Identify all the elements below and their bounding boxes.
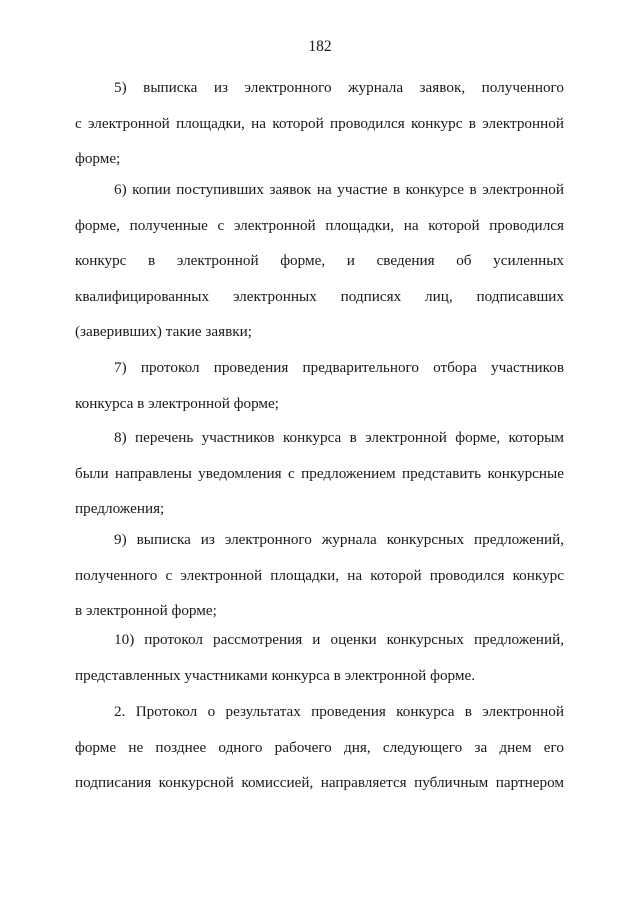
text-line: 2. Протокол о результатах проведения конкурса в электронной (114, 703, 564, 720)
text-line: форме; (75, 150, 121, 168)
paragraph-item-10 (75, 622, 564, 693)
text-line: предложения; (75, 500, 165, 518)
text-line: квалифицированных электронных подписях лиц, подписавших (75, 287, 564, 305)
text-line: 9) выписка из электронного журнала конкурсных предложений, (114, 531, 564, 548)
text-line: с электронной площадки, на которой проводился конкурс в электронной (75, 114, 564, 132)
text-line: форме не позднее одного рабочего дня, следующего за днем его (75, 738, 564, 756)
text-line: (заверивших) такие заявки; (75, 323, 253, 341)
paragraph-item-8 (75, 420, 564, 527)
page-number: 182 (308, 38, 332, 55)
text-line: подписания конкурсной комиссией, направляется публичным партнером (75, 774, 564, 792)
text-line: были направлены уведомления с предложением представить конкурсные (75, 464, 564, 482)
text-line: форме, полученные с электронной площадки, на которой проводился (75, 216, 564, 234)
text-line: 8) перечень участников конкурса в электронной форме, которым (114, 429, 564, 446)
paragraph-item-5 (75, 70, 564, 177)
text-line: 10) протокол рассмотрения и оценки конкурсных предложений, (114, 631, 564, 648)
text-line: представленных участниками конкурса в электронной форме. (75, 666, 476, 684)
text-line: в электронной форме; (75, 602, 217, 620)
paragraph-item-7 (75, 350, 564, 421)
text-line: 5) выписка из электронного журнала заявок, полученного (114, 79, 564, 96)
text-line: 6) копии поступивших заявок на участие в конкурсе в электронной (114, 181, 564, 198)
text-line: 7) протокол проведения предварительного отбора участников (114, 359, 564, 376)
text-line: конкурса в электронной форме; (75, 394, 280, 412)
paragraph-item-6 (75, 172, 564, 350)
text-line: конкурс в электронной форме, и сведения об усиленных (75, 252, 564, 270)
text-line: полученного с электронной площадки, на которой проводился конкурс (75, 566, 564, 584)
paragraph-clause-2 (75, 694, 564, 801)
paragraph-item-9 (75, 522, 564, 629)
